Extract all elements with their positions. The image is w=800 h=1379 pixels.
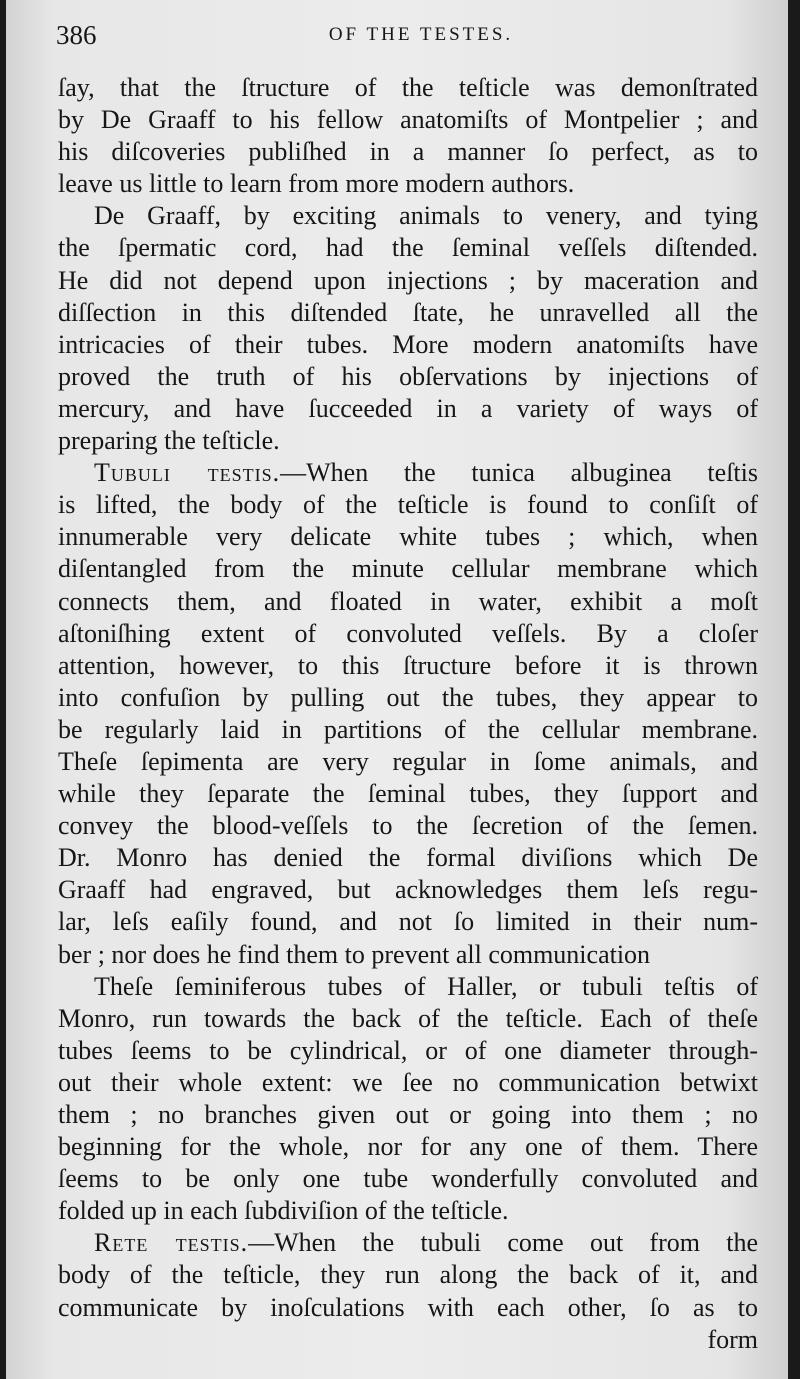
paragraph [58,1227,758,1323]
text-line: is lifted, the body of the teſticle is found to conſiſt of [58,490,758,520]
text-line: Graaff had engraved, but acknowledges them leſs regu- [58,875,758,905]
text-line: out their whole extent: we ſee no communication betwixt [58,1067,758,1097]
text-line: them ; no branches given out or going into them ; no [58,1100,758,1129]
text-line: folded up in each ſubdiviſion of the teſticle. [58,1196,509,1226]
text-line: ſay, that the ſtructure of the teſticle was demonſtrated [58,73,758,102]
text-line: while they ſeparate the ſeminal tubes, they ſupport and [58,779,758,809]
text-line: De Graaff, by exciting animals to venery, and tying [94,201,758,231]
text-line: be regularly laid in partitions of the cellular membrane. [58,714,758,744]
text-line: leave us little to learn from more modern authors. [58,169,575,199]
text-line: body of the teſticle, they run along the back of it, and [58,1260,758,1290]
text-line: innumerable very delicate white tubes ; which, when [58,522,758,552]
text-line: diſſection in this diſtended ſtate, he unravelled all the [58,297,758,327]
paragraph [58,971,758,1228]
paragraph [58,72,758,200]
text-line: by De Graaff to his fellow anatomiſts of Montpelier ; and [58,105,758,135]
text-line: connects them, and floated in water, exhibit a moſt [58,586,758,616]
text-line: Theſe ſepimenta are very regular in ſome animals, and [58,746,758,776]
heading-line-rest: —When the tubuli come out from the [248,1228,758,1258]
heading-line-rest: —When the tunica albuginea teſtis [280,458,758,488]
text-line: communicate by inoſculations with each other, ſo as to [58,1292,758,1322]
text-line: lar, leſs eaſily found, and not ſo limited in their num- [58,907,758,937]
text-line: preparing the teſticle. [58,426,280,456]
page-number: 386 [56,20,97,50]
text-line: the ſpermatic cord, had the ſeminal veſſels diſtended. [58,233,758,263]
text-line: mercury, and have ſucceeded in a variety of ways of [58,393,758,423]
text-line [58,1227,758,1259]
text-line: convey the blood-veſſels to the ſecretion of the ſemen. [58,811,758,841]
text-line: intricacies of their tubes. More modern anatomiſts have [58,329,758,359]
text-line: tubes ſeems to be cylindrical, or of one diameter through- [58,1035,758,1065]
text-line: Monro, run towards the back of the teſticle. Each of theſe [58,1003,758,1033]
text-line: ber ; nor does he find them to prevent all communication [58,939,651,969]
text-line: into confuſion by pulling out the tubes, they appear to [58,682,758,712]
paragraph [58,200,758,457]
text-line: He did not depend upon injections ; by maceration and [58,265,758,295]
running-title: OF THE TESTES. [328,24,514,45]
catchword: form [707,1324,758,1354]
body-text [58,72,758,1356]
section-heading: Tubuli testis. [94,458,281,488]
text-line [58,457,758,489]
section-heading: Rete testis. [94,1228,249,1258]
text-line: beginning for the whole, nor for any one of them. There [58,1132,758,1162]
paragraph [58,457,758,971]
book-page [6,0,788,1379]
text-line: proved the truth of his obſervations by injections of [58,361,758,391]
text-line: aſtoniſhing extent of convoluted veſſels. By a cloſer [58,618,758,648]
running-head [56,18,756,52]
text-line: Dr. Monro has denied the formal diviſions which De [58,843,758,873]
text-line: his diſcoveries publiſhed in a manner ſo perfect, as to [58,137,758,167]
text-line: attention, however, to this ſtructure before it is thrown [58,650,758,680]
text-line: ſeems to be only one tube wonderfully convoluted and [58,1164,758,1194]
text-line: diſentangled from the minute cellular membrane which [58,554,758,584]
text-line: Theſe ſeminiferous tubes of Haller, or tubuli teſtis of [94,971,758,1001]
